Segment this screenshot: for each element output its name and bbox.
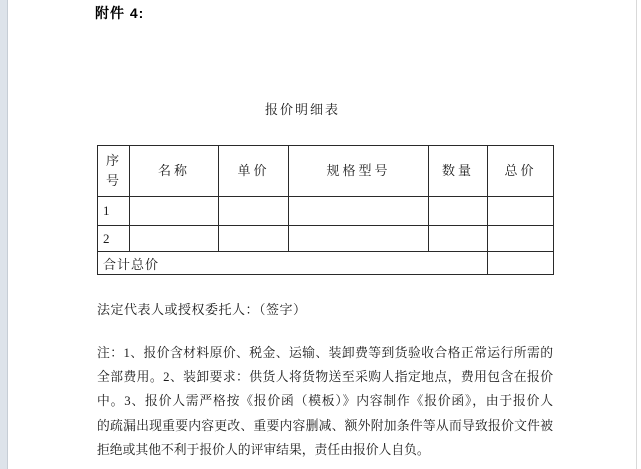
cell-quantity xyxy=(429,197,488,226)
cell-name xyxy=(130,197,219,226)
notes-line: 全部费用。2、装卸要求：供货人将货物送至采购人指定地点，费用包含在报价 xyxy=(97,370,553,385)
table-header-row xyxy=(98,146,554,197)
table-row xyxy=(98,226,554,252)
cell-spec-model xyxy=(289,226,429,252)
column-header-seq: 序号 xyxy=(98,146,130,197)
page-right-edge-line xyxy=(636,0,637,469)
cell-seq: 2 xyxy=(98,226,130,252)
notes-paragraph xyxy=(97,341,553,462)
cell-unit-price xyxy=(219,197,289,226)
column-header-unit-price: 单价 xyxy=(219,146,289,197)
column-header-total-price: 总价 xyxy=(488,146,554,197)
table-row xyxy=(98,197,554,226)
signature-line: 法定代表人或授权委托人：（签字） xyxy=(97,302,307,317)
notes-line: 拒绝或其他不利于报价人的评审结果，责任由报价人自负。 xyxy=(97,442,430,457)
column-header-name: 名称 xyxy=(130,146,219,197)
grand-total-label-cell: 合计总价 xyxy=(98,252,488,275)
cell-quantity xyxy=(429,226,488,252)
cell-total-price xyxy=(488,197,554,226)
page-left-margin-strip xyxy=(0,0,8,469)
cell-seq: 1 xyxy=(98,197,130,226)
cell-unit-price xyxy=(219,226,289,252)
grand-total-value-cell xyxy=(488,252,554,275)
notes-line: 中。3、报价人需严格按《报价函（模板）》内容制作《报价函》，由于报价人 xyxy=(97,394,553,409)
quotation-table xyxy=(97,145,554,275)
cell-name xyxy=(130,226,219,252)
column-header-quantity: 数量 xyxy=(429,146,488,197)
column-header-spec-model: 规格型号 xyxy=(289,146,429,197)
cell-spec-model xyxy=(289,197,429,226)
notes-line: 的疏漏出现重要内容更改、重要内容删减、额外附加条件等从而导致报价文件被 xyxy=(97,418,553,433)
document-title: 报价明细表 xyxy=(264,102,340,117)
table-footer-row xyxy=(98,252,554,275)
cell-total-price xyxy=(488,226,554,252)
notes-line: 注：1、报价含材料原价、税金、运输、装卸费等到货验收合格正常运行所需的 xyxy=(97,346,553,360)
attachment-label: 附件 4: xyxy=(95,5,145,21)
